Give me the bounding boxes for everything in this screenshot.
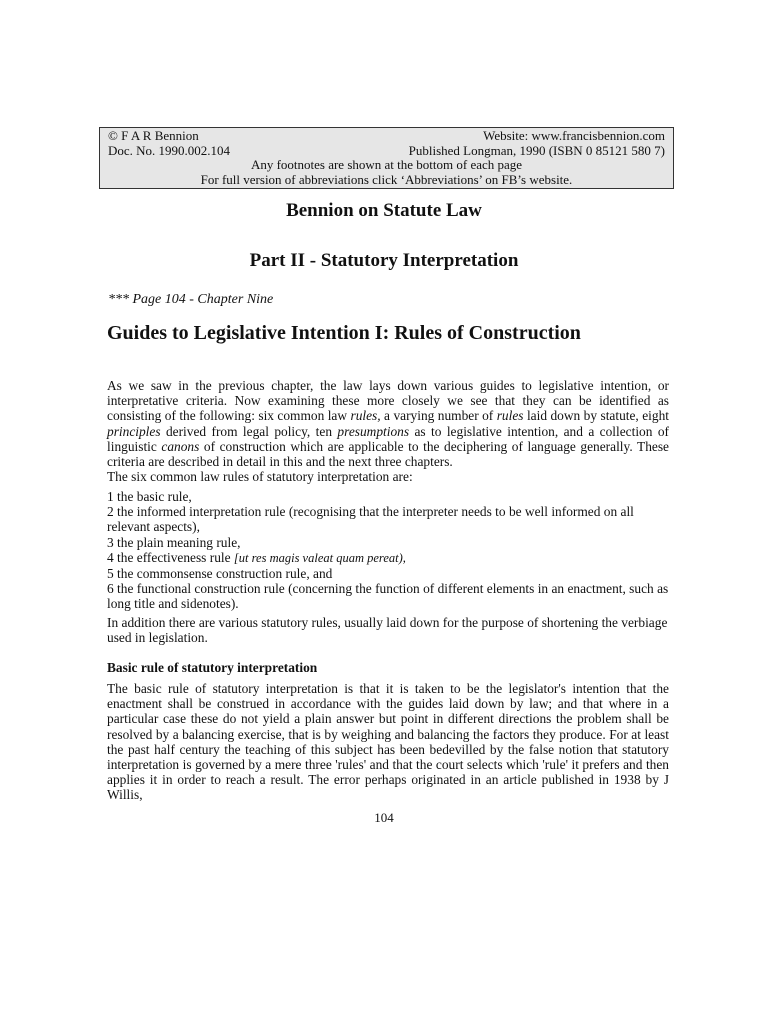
doc-number-text: Doc. No. 1990.002.104 [108,142,231,158]
header-row-1 [108,129,665,144]
statutory-rules-paragraph: In addition there are various statutory rules, usually laid down for the purpose of shortening the verbiage used in legislation. [107,615,668,646]
document-header-box [99,127,674,189]
intro-text-1: As we saw in the previous chapter, the law lays down various guides to legislative intention, or interpretative criteria. Now examining these more closely we see that they can be identified as consisting of the following: six common law [107,378,669,424]
rule-item: 1 the basic rule, [107,489,192,504]
abbreviations-note: For full version of abbreviations click ‘Abbreviations’ on FB’s website. [200,171,573,187]
book-title: Bennion on Statute Law [286,200,482,221]
term-principles: principles [107,423,161,439]
header-row-2 [108,144,665,159]
rule-4-latin: [ut res magis valeat quam pereat), [233,550,406,565]
part-title: Part II - Statutory Interpretation [249,250,519,271]
rule-item [107,550,669,566]
term-rules-statute: rules [496,408,524,424]
term-rules: rules, [350,408,381,424]
intro-text-2: a varying number of [380,408,497,424]
rule-item: 5 the commonsense construction rule, and [107,566,333,582]
rule-4-text: 4 the effectiveness rule [107,549,234,565]
chapter-title: Guides to Legislative Intention I: Rules of Construction [107,322,581,344]
publication-text: Published Longman, 1990 (ISBN 0 85121 580 7) [408,142,665,158]
page-number: 104 [374,810,394,825]
rule-item: 6 the functional construction rule (concerning the function of different elements in an enactment, such as long title and sidenotes). [107,581,669,612]
rule-item: 2 the informed interpretation rule (recognising that the interpreter needs to be well informed on all relevant aspects), [107,504,634,535]
term-presumptions: presumptions [337,423,410,439]
copyright-text: © F A R Bennion [108,128,199,143]
term-canons: canons [161,438,200,454]
website-text: Website: www.francisbennion.com [483,128,665,143]
intro-text-3: laid down by statute, eight [523,408,669,424]
intro-paragraph [107,378,669,484]
intro-text-4: derived from legal policy, ten [160,423,338,439]
intro-text-6: of construction which are applicable to the deciphering of language generally. These criteria are described in detail in this and the next three chapters. [107,438,669,470]
intro-text-5: as to legislative intention, and a collection of linguistic [107,423,669,454]
footnotes-note: Any footnotes are shown at the bottom of each page [250,157,523,172]
rules-list [107,489,669,612]
rules-lead-text: The six common law rules of statutory interpretation are: [107,469,413,485]
page-marker: *** Page 104 - Chapter Nine [108,292,274,307]
section-heading: Basic rule of statutory interpretation [107,660,318,675]
rule-item: 3 the plain meaning rule, [107,534,241,550]
basic-rule-paragraph: The basic rule of statutory interpretation is that it is taken to be the legislator's intention that the enactment shall be construed in accordance with the guides laid down by law; and that where in a particular case these do not yield a plain answer but point in different directions the problem shall be resolved by a balancing exercise, that is by weighing and balancing the factors they produce. For at least the past half century the teaching of this subject has been bedevilled by the false notion that statutory interpretation is governed by a mere three 'rules' and that the court selects which 'rule' it prefers and then applies it in order to reach a result. The error perhaps originated in an article published in 1938 by J Willis, [107,681,669,803]
